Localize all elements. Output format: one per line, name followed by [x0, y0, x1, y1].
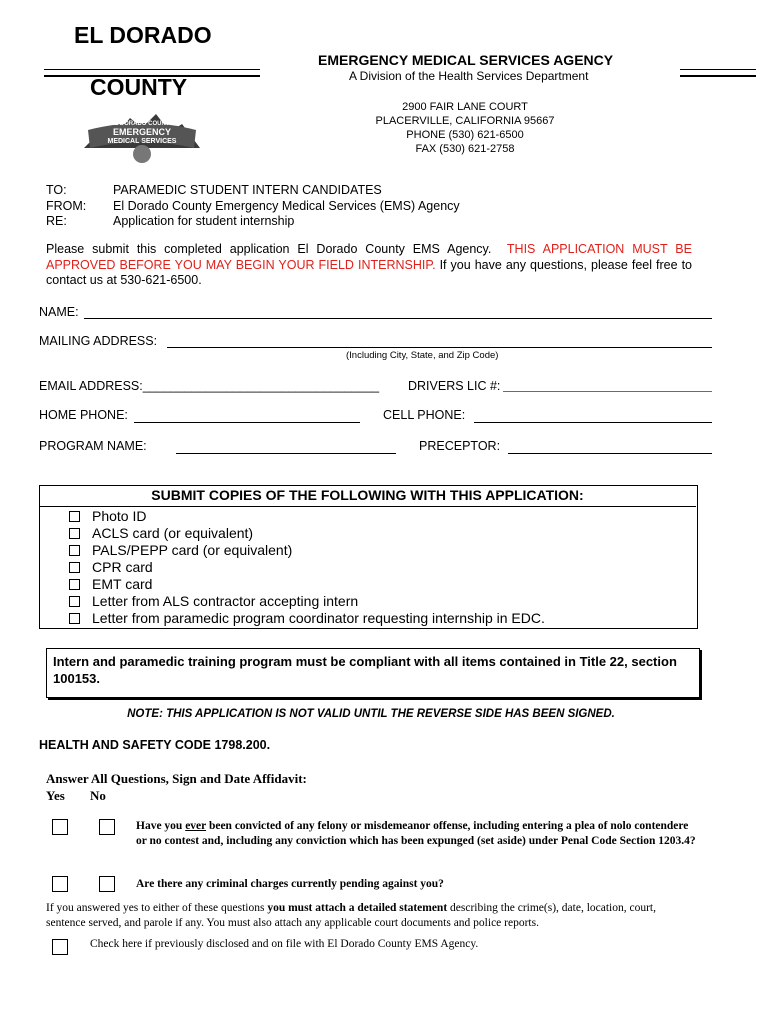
- checkbox-icon[interactable]: [69, 562, 80, 573]
- county-name-line2: COUNTY: [90, 74, 188, 100]
- name-label: NAME:: [39, 305, 79, 319]
- memo-to-label: TO:: [46, 183, 67, 197]
- list-item: [69, 525, 545, 542]
- explanation-text: [46, 901, 692, 931]
- email-label[interactable]: EMAIL ADDRESS:__________________________________: [39, 379, 380, 393]
- explain-text-end: describing the crime(s), date, location, court, sentence served, and parole if any. You must also attach any applicable court documents and police reports.: [46, 902, 656, 929]
- intro-paragraph: [46, 242, 692, 289]
- q2-yes-checkbox[interactable]: [52, 876, 68, 892]
- agency-address: [300, 100, 630, 156]
- list-item-label: Letter from paramedic program coordinator requesting internship in EDC.: [92, 610, 545, 626]
- mailing-label: MAILING ADDRESS:: [39, 334, 158, 348]
- program-name-label: PROGRAM NAME:: [39, 439, 147, 453]
- checkbox-icon[interactable]: [69, 596, 80, 607]
- checkbox-icon[interactable]: [69, 511, 80, 522]
- intro-contact: If you have any questions, please feel free to contact us at 530-621-6500.: [46, 257, 692, 287]
- q1-emphasis: ever: [185, 820, 207, 832]
- county-name-line1: EL DORADO: [74, 22, 212, 48]
- agency-name: EMERGENCY MEDICAL SERVICES AGENCY: [318, 52, 614, 68]
- list-item-label: CPR card: [92, 559, 153, 575]
- address-fax: FAX (530) 621-2758: [415, 143, 515, 155]
- question-2: Are there any criminal charges currently pending against you?: [136, 878, 444, 890]
- list-item: [69, 610, 545, 627]
- program-name-field[interactable]: [176, 453, 396, 454]
- preceptor-label: PRECEPTOR:: [419, 439, 501, 453]
- q1-text-end: been convicted of any felony or misdemeanor offense, including entering a plea of nolo contendere or no contest and, including any conviction which has been expunged (set aside) under Penal Code Section 1203.4?: [136, 820, 696, 847]
- logo-text-mid1: EMERGENCY: [112, 127, 172, 137]
- list-item: [69, 593, 545, 610]
- memo-re-label: RE:: [46, 214, 67, 228]
- intro-warning: THIS APPLICATION MUST BE APPROVED BEFORE YOU MAY BEGIN YOUR FIELD INTERNSHIP.: [46, 242, 692, 272]
- memo-to-value: PARAMEDIC STUDENT INTERN CANDIDATES: [113, 183, 382, 197]
- preceptor-field[interactable]: [508, 453, 712, 454]
- submit-title: SUBMIT COPIES OF THE FOLLOWING WITH THIS APPLICATION:: [39, 486, 696, 507]
- no-column-label: No: [90, 788, 106, 803]
- list-item-label: PALS/PEPP card (or equivalent): [92, 542, 293, 558]
- note-text: NOTE: THIS APPLICATION IS NOT VALID UNTIL THE REVERSE SIDE HAS BEEN SIGNED.: [127, 708, 615, 720]
- previously-disclosed-label: Check here if previously disclosed and on file with El Dorado County EMS Agency.: [90, 938, 479, 950]
- list-item: [69, 508, 545, 525]
- memo-re-value: Application for student internship: [113, 214, 295, 228]
- submit-documents-list: [69, 508, 545, 627]
- list-item-label: Photo ID: [92, 508, 147, 524]
- list-item-label: EMT card: [92, 576, 153, 592]
- checkbox-icon[interactable]: [69, 579, 80, 590]
- list-item-label: ACLS card (or equivalent): [92, 525, 254, 541]
- yes-column-label: Yes: [46, 788, 65, 803]
- name-field[interactable]: [84, 318, 712, 319]
- address-street: 2900 FAIR LANE COURT: [402, 101, 528, 113]
- checkbox-icon[interactable]: [69, 528, 80, 539]
- q2-no-checkbox[interactable]: [99, 876, 115, 892]
- list-item: [69, 576, 545, 593]
- memo-block: [46, 183, 460, 230]
- home-phone-label: HOME PHONE:: [39, 408, 128, 422]
- checkbox-icon[interactable]: [69, 545, 80, 556]
- q1-no-checkbox[interactable]: [99, 819, 115, 835]
- list-item: [69, 542, 545, 559]
- list-item-label: Letter from ALS contractor accepting intern: [92, 593, 359, 609]
- memo-from-value: El Dorado County Emergency Medical Services (EMS) Agency: [113, 198, 460, 213]
- agency-division: A Division of the Health Services Department: [349, 69, 589, 83]
- explain-emphasis: you must attach a detailed statement: [267, 902, 448, 914]
- address-city: PLACERVILLE, CALIFORNIA 95667: [375, 115, 555, 127]
- list-item: [69, 559, 545, 576]
- cell-phone-field[interactable]: [474, 422, 712, 423]
- q1-yes-checkbox[interactable]: [52, 819, 68, 835]
- drivers-lic-label: DRIVERS LIC #:: [408, 379, 501, 393]
- affidavit-heading: Answer All Questions, Sign and Date Affidavit:: [46, 771, 307, 786]
- compliance-box: Intern and paramedic training program must be compliant with all items contained in Title 22, section 100153.: [46, 648, 700, 698]
- explain-text-start: If you answered yes to either of these questions: [46, 902, 268, 914]
- logo-text-top: EL DORADO COUNTY: [110, 121, 174, 127]
- address-phone: PHONE (530) 621-6500: [406, 129, 524, 141]
- home-phone-field[interactable]: [134, 422, 360, 423]
- mailing-hint: (Including City, State, and Zip Code): [346, 350, 499, 361]
- ems-logo: [82, 108, 202, 166]
- question-1: [136, 819, 696, 849]
- previously-disclosed-checkbox[interactable]: [52, 939, 68, 955]
- checkbox-icon[interactable]: [69, 613, 80, 624]
- intro-text: Please submit this completed application El Dorado County EMS Agency.: [46, 242, 492, 256]
- cell-phone-label: CELL PHONE:: [383, 408, 466, 422]
- logo-text-mid2: MEDICAL SERVICES: [107, 138, 177, 145]
- mailing-address-field[interactable]: [167, 347, 712, 348]
- memo-from-label: FROM:: [46, 198, 87, 213]
- q1-text-start: Have you: [136, 820, 186, 832]
- health-safety-code: HEALTH AND SAFETY CODE 1798.200.: [39, 738, 271, 752]
- header-rule-right: [680, 69, 756, 77]
- drivers-lic-field[interactable]: [503, 391, 712, 392]
- logo-star-of-life: [133, 145, 151, 163]
